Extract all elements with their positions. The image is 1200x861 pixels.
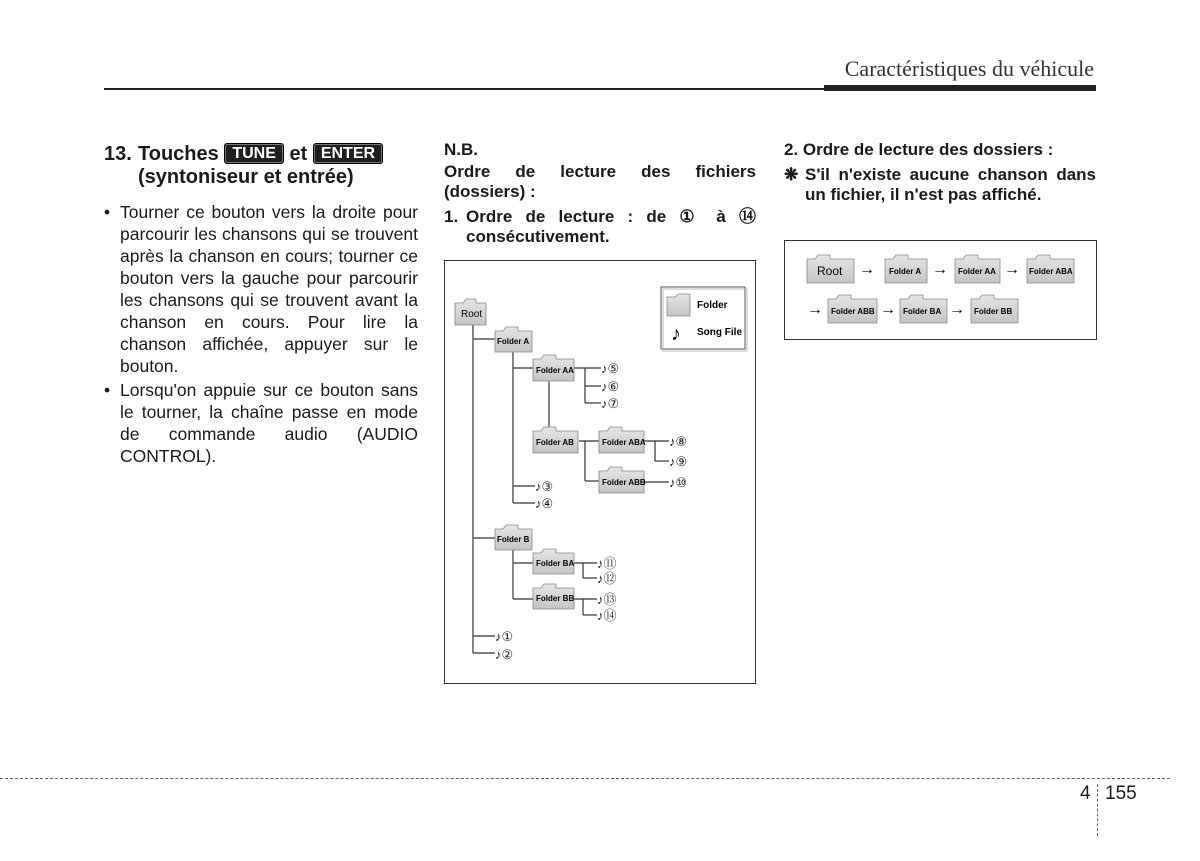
- enter-button-label: ENTER: [313, 143, 383, 164]
- svg-text:Folder AA: Folder AA: [958, 267, 996, 276]
- note-item-text: Ordre de lecture : de ① à ⑭ consécutivement.: [466, 207, 756, 246]
- folder-abb: [599, 467, 646, 493]
- bullet-item: • Tourner ce bouton vers la droite pour parcourir les chansons qui se trouvent après la chanson en cours; tourner ce bouton vers la gauche pour parcourir les chansons qui se trouvent avant la chanson en cours. Pour lire la chanson affichée, appuyer sur le bouton.: [104, 201, 418, 377]
- order-folder-a: [885, 255, 927, 283]
- tree-legend: [661, 287, 747, 351]
- footer-dashed-rule: [0, 778, 1170, 779]
- legend-song-label: Song File: [697, 327, 742, 338]
- order-arrow: →: [807, 301, 823, 318]
- song-file: ♪⑨: [669, 454, 688, 469]
- song-file: ♪⑦: [601, 396, 620, 411]
- header-rule-accent: [824, 85, 1096, 91]
- song-file: ♪②: [495, 647, 514, 662]
- folder-bb: [533, 584, 574, 609]
- svg-text:Folder ABB: Folder ABB: [831, 307, 875, 316]
- svg-text:Folder A: Folder A: [889, 267, 922, 276]
- section-13-heading: [104, 143, 418, 189]
- order-arrow: →: [932, 261, 948, 278]
- folder-order-diagram: [784, 240, 1097, 340]
- svg-text:Root: Root: [817, 264, 843, 278]
- note-label: N.B.: [444, 140, 478, 159]
- svg-text:Folder AB: Folder AB: [536, 438, 574, 447]
- svg-text:Folder ABB: Folder ABB: [602, 478, 646, 487]
- order-arrow: →: [949, 301, 965, 318]
- song-file: ♪③: [535, 479, 554, 494]
- section-13-bullets: [104, 201, 418, 467]
- folder-order-title: 2. Ordre de lecture des dossiers :: [784, 140, 1054, 159]
- order-folder-ba: [900, 295, 947, 323]
- folder-a: [495, 327, 532, 352]
- song-file: ♪⑬: [597, 592, 617, 607]
- section-number: 13.: [104, 143, 132, 165]
- page-header-title: Caractéristiques du véhicule: [844, 56, 1094, 81]
- section-13: [104, 143, 418, 469]
- chapter-number: 4: [1080, 783, 1091, 804]
- order-arrow: →: [1004, 261, 1020, 278]
- section-title-prefix: Touches: [138, 143, 219, 165]
- song-file: ♪⑤: [601, 361, 620, 376]
- song-file: ♪⑪: [597, 556, 617, 571]
- bullet-item: • Lorsqu'on appuie sur ce bouton sans le tourner, la chaîne passe en mode de commande audio (AUDIO CONTROL).: [104, 379, 418, 467]
- folder-order-note: [784, 165, 1096, 205]
- folder-aba: [599, 427, 646, 453]
- legend-folder-label: Folder: [697, 300, 728, 311]
- note-asterisk-icon: ❋: [784, 165, 799, 184]
- folder-aa: [533, 355, 574, 381]
- tree-folders: [455, 299, 646, 609]
- tree-songs: [495, 361, 687, 662]
- song-file: ♪⑭: [597, 608, 617, 623]
- folder-b: [495, 525, 532, 550]
- folder-tree-svg: [445, 261, 755, 683]
- footer-dashed-divider: [1097, 784, 1098, 836]
- song-file: ♪⑫: [597, 571, 617, 586]
- legend-folder-icon: [667, 294, 690, 316]
- svg-text:Folder BA: Folder BA: [536, 559, 575, 568]
- svg-text:Folder B: Folder B: [497, 535, 530, 544]
- note-block: [444, 140, 756, 247]
- order-arrow: →: [880, 301, 896, 318]
- folder-root: [455, 299, 486, 325]
- svg-text:Folder A: Folder A: [497, 337, 530, 346]
- note-item-number: 1.: [444, 207, 459, 226]
- svg-text:Folder BA: Folder BA: [903, 307, 942, 316]
- order-arrow: →: [859, 261, 875, 278]
- svg-text:Root: Root: [461, 309, 483, 320]
- svg-text:Folder BB: Folder BB: [536, 594, 575, 603]
- svg-text:Folder ABA: Folder ABA: [1029, 267, 1073, 276]
- section-title-connector: et: [289, 143, 308, 165]
- order-folder-aa: [955, 255, 1000, 283]
- order-folder-aba: [1027, 255, 1074, 283]
- svg-text:Folder AA: Folder AA: [536, 366, 574, 375]
- tune-button-label: TUNE: [224, 143, 284, 164]
- song-file: ♪①: [495, 629, 514, 644]
- folder-order-block: [784, 140, 1096, 205]
- note-item-1: [444, 207, 756, 247]
- section-subtitle: (syntoniseur et entrée): [138, 166, 354, 188]
- folder-ba: [533, 549, 574, 574]
- order-folder-abb: [828, 295, 877, 323]
- folder-tree-diagram: [444, 260, 756, 684]
- order-root: [807, 255, 854, 283]
- song-file: ♪⑥: [601, 379, 620, 394]
- song-file: ♪⑧: [669, 434, 688, 449]
- order-folder-bb: [971, 295, 1018, 323]
- folder-ab: [533, 427, 578, 453]
- folder-order-svg: [785, 241, 1096, 339]
- svg-text:Folder BB: Folder BB: [974, 307, 1013, 316]
- song-file: ♪⑩: [669, 475, 688, 490]
- legend-note-icon: ♪: [671, 323, 681, 345]
- song-file: ♪④: [535, 496, 554, 511]
- note-paragraph: Ordre de lecture des fichiers (dossiers) :: [444, 162, 756, 201]
- folder-order-note-text: S'il n'existe aucune chanson dans un fichier, il n'est pas affiché.: [805, 165, 1096, 204]
- svg-text:Folder ABA: Folder ABA: [602, 438, 646, 447]
- page-number: 155: [1105, 783, 1137, 804]
